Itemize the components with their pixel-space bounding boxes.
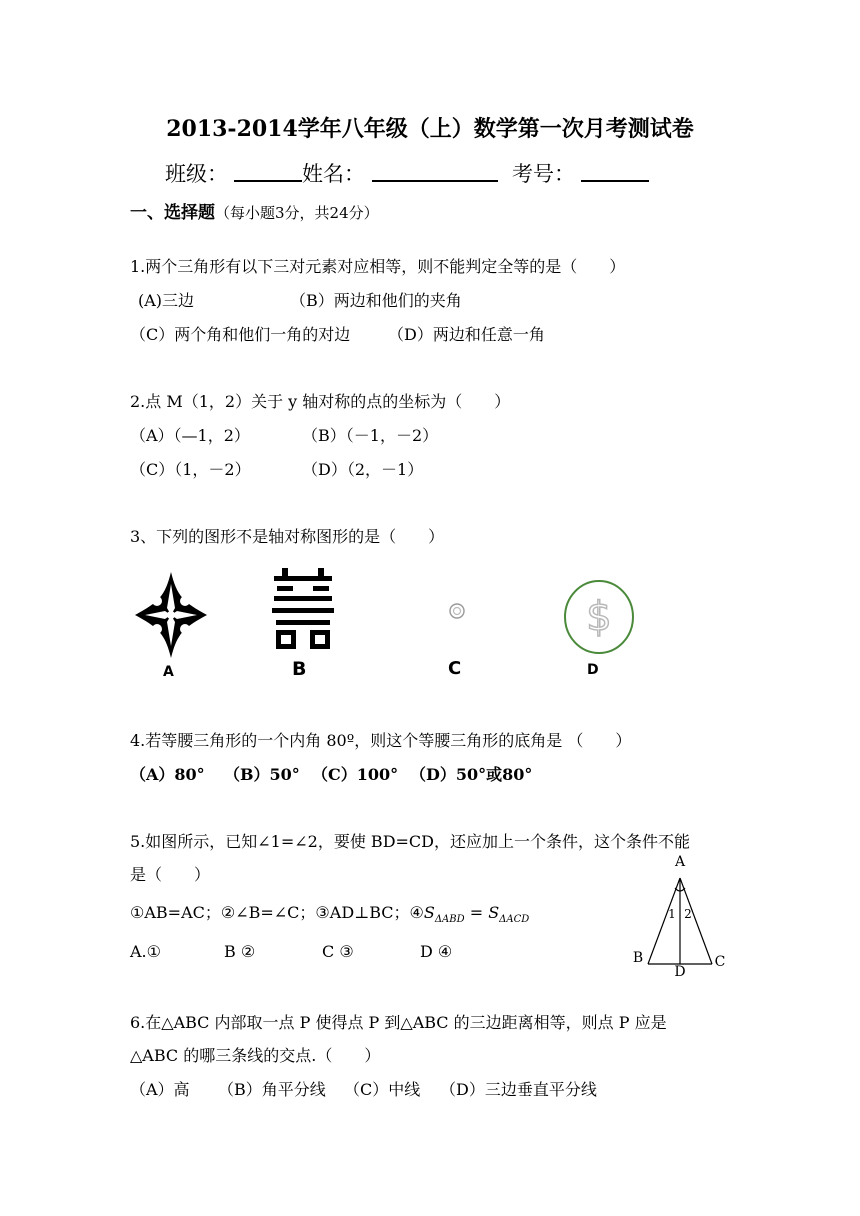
q5-area-s-left: S bbox=[423, 903, 435, 922]
figure-c-circle bbox=[448, 602, 466, 620]
question-6-stem-line2: △ABC 的哪三条线的交点.（ ） bbox=[130, 1046, 381, 1065]
q1-option-c: （C）两个角和他们一角的对边 bbox=[130, 325, 351, 344]
figure-c-label: C bbox=[448, 658, 462, 679]
vertex-d-label: D bbox=[674, 964, 686, 980]
q6-option-a: （A）高 bbox=[130, 1080, 190, 1099]
q6-option-b: （B）角平分线 bbox=[218, 1080, 326, 1099]
q1-option-a: (A)三边 bbox=[138, 291, 195, 310]
q4-option-a: （A）80° bbox=[130, 765, 205, 784]
id-label: 考号： bbox=[512, 162, 575, 186]
q5-area-s-right: S bbox=[488, 903, 500, 922]
q2-option-b: （B）（－1，－2） bbox=[302, 426, 439, 445]
vertex-c-label: C bbox=[714, 954, 726, 970]
vertex-a-label: A bbox=[674, 854, 686, 870]
figure-a-ornament bbox=[133, 570, 209, 660]
section-title: 一、选择题 bbox=[130, 203, 215, 223]
question-4-stem: 4.若等腰三角形的一个内角 80º，则这个等腰三角形的底角是 （ ） bbox=[130, 731, 632, 750]
q6-option-c: （C）中线 bbox=[344, 1080, 421, 1099]
svg-text:$: $ bbox=[586, 594, 612, 640]
q5-conditions bbox=[130, 900, 529, 925]
q2-option-c: （C）（1，－2） bbox=[130, 460, 251, 479]
question-6-stem-line1: 6.在△ABC 内部取一点 P 使得点 P 到△ABC 的三边距离相等，则点 P 应是 bbox=[130, 1013, 667, 1032]
q4-option-c: （C）100° bbox=[312, 765, 399, 784]
q1-option-b: （B）两边和他们的夹角 bbox=[290, 291, 462, 310]
class-label: 班级： bbox=[165, 162, 228, 186]
id-blank[interactable] bbox=[581, 160, 649, 182]
class-blank[interactable] bbox=[234, 160, 302, 182]
figure-d-label: D bbox=[587, 662, 599, 678]
q5-option-b: B ② bbox=[224, 942, 256, 961]
name-blank[interactable] bbox=[372, 160, 498, 182]
q5-area-sub-right: ΔACD bbox=[499, 914, 530, 926]
vertex-b-label: B bbox=[632, 950, 644, 966]
angle-1-label: 1 bbox=[668, 907, 676, 921]
q5-option-c: C ③ bbox=[322, 942, 354, 961]
q2-option-a: （A）（—1，2） bbox=[130, 426, 250, 445]
q1-option-d: （D）两边和任意一角 bbox=[388, 325, 545, 344]
q5-option-a: A.① bbox=[130, 942, 161, 961]
q5-conditions-text: ①AB=AC；②∠B=∠C；③AD⊥BC；④ bbox=[130, 903, 424, 922]
figure-b-label: B bbox=[292, 658, 307, 680]
q6-option-d: （D）三边垂直平分线 bbox=[440, 1080, 597, 1099]
section-note: （每小题3分，共24分） bbox=[215, 204, 379, 222]
exam-title: 2013-2014学年八年级（上）数学第一次月考测试卷 bbox=[166, 116, 694, 142]
question-5-stem-line1: 5.如图所示，已知∠1=∠2，要使 BD=CD，还应加上一个条件，这个条件不能 bbox=[130, 832, 690, 851]
angle-2-label: 2 bbox=[684, 907, 692, 921]
question-1-stem: 1.两个三角形有以下三对元素对应相等，则不能判定全等的是（ ） bbox=[130, 257, 626, 276]
q5-triangle-figure bbox=[628, 850, 728, 980]
section-heading bbox=[130, 198, 379, 223]
question-5-stem-line2: 是（ ） bbox=[130, 865, 211, 884]
question-3-stem: 3、下列的图形不是轴对称图形的是（ ） bbox=[130, 527, 445, 546]
q2-option-d: （D）（2，－1） bbox=[302, 460, 424, 479]
question-2-stem: 2.点 M（1，2）关于 y 轴对称的点的坐标为（ ） bbox=[130, 392, 511, 411]
q4-option-d: （D）50°或80° bbox=[410, 765, 533, 784]
q4-option-b: （B）50° bbox=[224, 765, 300, 784]
figure-b-double-happiness bbox=[272, 568, 334, 652]
figure-a-label: A bbox=[163, 664, 174, 680]
q5-option-d: D ④ bbox=[420, 942, 453, 961]
name-label: 姓名： bbox=[302, 162, 365, 186]
q5-area-sub-left: ΔABD bbox=[434, 914, 465, 926]
q5-area-equals: = bbox=[464, 903, 489, 922]
figure-d-dollar-coin bbox=[562, 578, 636, 656]
